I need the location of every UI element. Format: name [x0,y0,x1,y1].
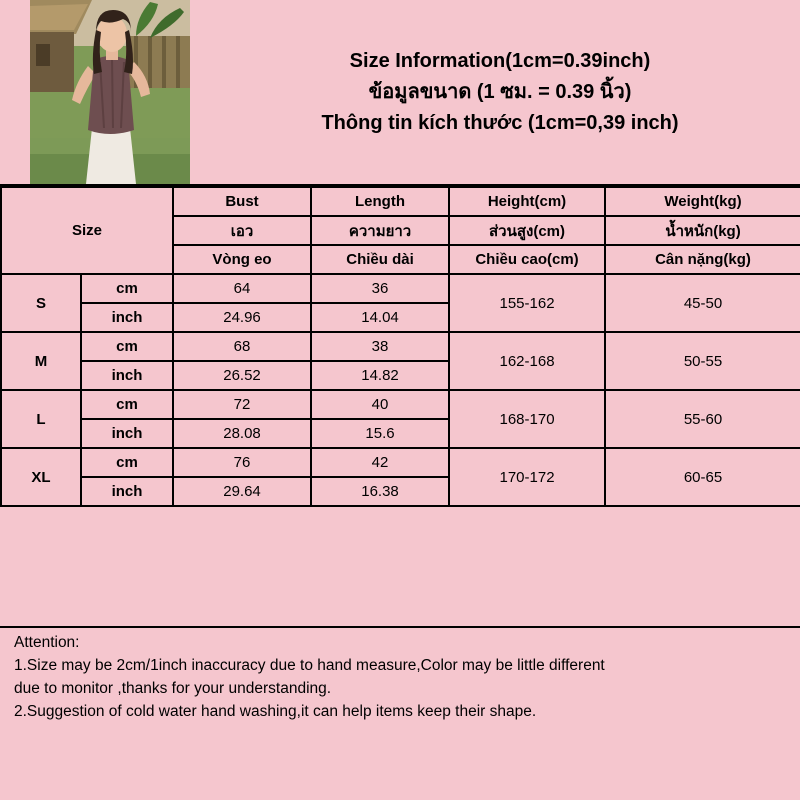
table-header-row-en [1,187,800,216]
unit-cm-s: cm [81,274,173,303]
table-row [1,274,800,303]
col-height-th: ส่วนสูง(cm) [449,216,605,245]
header [0,0,800,186]
bust-inch-s: 24.96 [173,303,311,332]
row-size-label-xl: XL [1,448,81,506]
col-length-vi: Chiều dài [311,245,449,274]
title-line-en: Size Information(1cm=0.39inch) [349,49,651,72]
unit-inch-s: inch [81,303,173,332]
table-row [1,332,800,361]
col-bust-th: เอว [173,216,311,245]
weight-xl: 60-65 [605,448,800,506]
col-height-en: Height(cm) [449,187,605,216]
attention-line-1: 1.Size may be 2cm/1inch inaccuracy due to hand measure,Color may be little different [14,657,605,674]
height-xl: 170-172 [449,448,605,506]
height-s: 155-162 [449,274,605,332]
unit-cm-xl: cm [81,448,173,477]
attention-section [0,626,800,800]
title-line-vi: Thông tin kích thước (1cm=0,39 inch) [321,111,679,134]
bust-inch-m: 26.52 [173,361,311,390]
col-length-th: ความยาว [311,216,449,245]
attention-line-2: due to monitor ,thanks for your understanding. [14,680,332,697]
length-cm-s: 36 [311,274,449,303]
title-block [200,0,800,184]
bust-cm-m: 68 [173,332,311,361]
col-height-vi: Chiều cao(cm) [449,245,605,274]
bust-cm-s: 64 [173,274,311,303]
length-cm-m: 38 [311,332,449,361]
row-size-label-m: M [1,332,81,390]
row-size-label-s: S [1,274,81,332]
weight-s: 45-50 [605,274,800,332]
col-bust-en: Bust [173,187,311,216]
unit-inch-xl: inch [81,477,173,506]
row-size-label-l: L [1,390,81,448]
length-inch-s: 14.04 [311,303,449,332]
length-inch-m: 14.82 [311,361,449,390]
product-photo [30,0,190,184]
unit-cm-l: cm [81,390,173,419]
table-row [1,448,800,477]
size-header-cell: Size [1,187,173,274]
bust-inch-l: 28.08 [173,419,311,448]
bust-inch-xl: 29.64 [173,477,311,506]
col-bust-vi: Vòng eo [173,245,311,274]
title-line-th: ข้อมูลขนาด (1 ซม. = 0.39 นิ้ว) [368,80,632,103]
attention-line-3: 2.Suggestion of cold water hand washing,it can help items keep their shape. [14,703,537,720]
col-weight-vi: Cân nặng(kg) [605,245,800,274]
weight-l: 55-60 [605,390,800,448]
height-m: 162-168 [449,332,605,390]
size-table [0,186,800,507]
height-l: 168-170 [449,390,605,448]
unit-inch-l: inch [81,419,173,448]
attention-heading: Attention: [14,634,80,651]
weight-m: 50-55 [605,332,800,390]
length-cm-xl: 42 [311,448,449,477]
length-inch-l: 15.6 [311,419,449,448]
length-inch-xl: 16.38 [311,477,449,506]
length-cm-l: 40 [311,390,449,419]
col-weight-th: น้ำหนัก(kg) [605,216,800,245]
table-row [1,390,800,419]
col-weight-en: Weight(kg) [605,187,800,216]
unit-cm-m: cm [81,332,173,361]
col-length-en: Length [311,187,449,216]
bust-cm-l: 72 [173,390,311,419]
bust-cm-xl: 76 [173,448,311,477]
unit-inch-m: inch [81,361,173,390]
